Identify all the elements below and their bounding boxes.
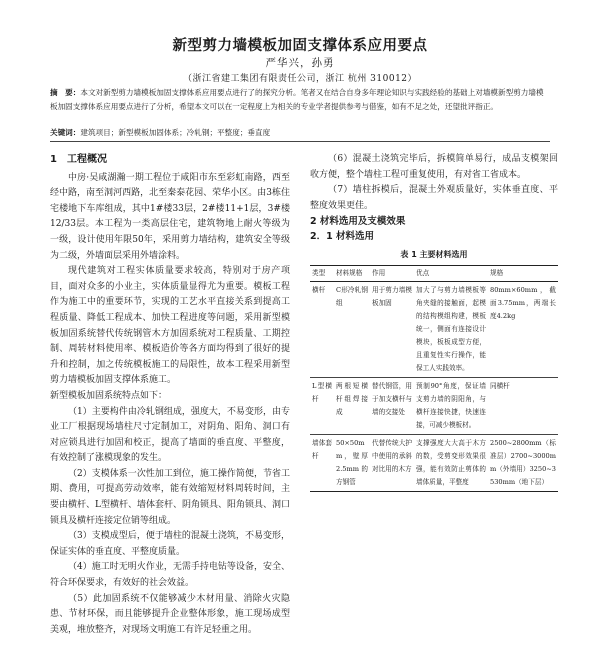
right-column (310, 152, 558, 492)
keywords (50, 127, 550, 139)
table-cell: 预制90°角度，保证墙支剪力墙的阴阳角，与横杆连接快捷，快速连接，可减少模板材。 (414, 377, 488, 434)
paragraph: （6）混凝土浇筑完毕后，拆模简单易行，成品支模架回收方便，整个墙柱工程可重复使用，有对省工省成本。 (310, 154, 558, 180)
materials-table (310, 265, 558, 492)
table-cell: C形冷轧钢组 (334, 281, 370, 377)
paragraph: 中房·吴咸湖瀚一期工程位于咸阳市东至彩虹南路，西至经中路，南至洞河西路，北至秦泰花园、荣华小区。由3栋住宅楼地下车库组成，其中1#楼33层，2#楼11+1层，3#楼12/33层。本工程为一类高层住宅，建筑物地上耐火等级为一级，设计使用年限50年，采用剪力墙结构，建筑安全等级为二级，外墙面层采用外墙涂料。 (50, 172, 290, 261)
table-caption: 表 1 主要材料选用 (400, 250, 468, 260)
table-cell: 加大了与剪力墙模板等角夹缝的接触面，起模的结构模组构建，模板统一，侧面有连接设计模块，板板成型方便，且重复性实行操作，能保工人实践效率。 (414, 281, 488, 377)
abstract-label: 摘 要： (50, 88, 81, 97)
table-cell: 2500~2800mm（标准层）2700~3000mm（外墙用）3250~3530mm（地下层） (488, 434, 558, 491)
table-cell: 替代钢管，用于加支横杆与墙的交接处 (370, 377, 414, 434)
table-header-cell: 作用 (370, 265, 414, 281)
feature-item: （1）主要构件由冷轧钢组成，强度大，不易变形，由专业工厂根据现场墙柱尺寸定制加工，对阴角、阳角、洞口有对应锁具进行加固和校正，提高了墙面的垂直度、平整度，有效控制了涨模现象的发生。 (50, 406, 290, 464)
paper-title: 新型剪力墙模板加固支撑体系应用要点 (172, 38, 428, 54)
affiliation: （浙江省建工集团有限责任公司，浙江 杭州 310012） (182, 74, 418, 84)
feature-item: （4）施工时无明火作业，无需手持电钻等设备，安全、符合环保要求，有效好的社会效益。 (50, 562, 290, 589)
authors: 严华兴，孙勇 (265, 57, 335, 69)
feature-item: （5）此加固系统不仅能够减少木材用量、消除火灾隐患、节材环保，而且能够提升企业整体形象，施工现场成型美观，堆放整齐，对现场文明施工有许足轻重之用。 (50, 593, 290, 635)
paragraph: （7）墙柱拆模后，混凝土外观质量好，实体垂直度、平整度效果更佳。 (310, 185, 558, 211)
table-row (310, 281, 558, 377)
abstract-text: 本文对新型剪力墙模板加固支撑体系应用要点进行了的探究分析。笔者又在结合自身多年理论知识与实践经验的基础上对墙模新型剪力墙模板加固支撑体系应用要点进行了分析，希望本文可以在一定程度上为相关的专业学者提供参考与借鉴，如有不足之处，还望批评指正。 (50, 88, 544, 111)
feature-item: （3）支模成型后，便于墙柱的混凝土浇筑，不易变形，保证实体的垂直度、平整度质量。 (50, 531, 290, 557)
table-header-cell: 类型 (310, 265, 334, 281)
left-column (50, 152, 290, 638)
table-cell: L型横杆 (310, 377, 334, 434)
table-row (310, 377, 558, 434)
table-header-row (310, 265, 558, 281)
table-cell: 同横杆 (488, 377, 558, 434)
table-row (310, 434, 558, 491)
table-cell: 80mm×60mm，截面3.75mm，两端长度4.2kg (488, 281, 558, 377)
table-cell: 代替传统大护中使用的承斜对比用的木方 (370, 434, 414, 491)
feature-item: （2）支模体系一次性加工到位，施工操作简便，节省工期、费用，可提高劳动效率，能有效缩短材料周转时间，主要由横杆、L型横杆、墙体套杆、阴角锁具、阳角锁具、洞口锁具及横杆连接定位销等组成。 (50, 468, 290, 526)
paragraph: 现代建筑对工程实体质量要求较高，特别对于房产项目，面对众多的小业主，实体质量显得尤为重要。模板工程作为施工中的重要环节，实现的工艺水平直接关系到提高工程质量、降低工程成本、加快工程进度等问题，采用新型模板加固系统替代传统钢管木方加固系统对工程质量、工期控制、周转材料使用率、模板造价等各方面均得到了很好的提升和控制，加之传统模板施工的局限性，故本工程采用新型剪力墙模板加固支撑体系施工。 (50, 266, 290, 386)
section-2-1-heading: 2．1 材料选用 (310, 231, 375, 243)
table-cell: 横杆 (310, 281, 334, 377)
table-header-cell: 规格 (488, 265, 558, 281)
table-header-cell: 优点 (414, 265, 488, 281)
table-cell: 两根短横杆组焊接成 (334, 377, 370, 434)
table-cell: 用于剪力墙模板加固 (370, 281, 414, 377)
table-cell: 支撑强度大大高于木方的数，受剪变形效果很强，能有效防止剪体的墙体质量，平整度 (414, 434, 488, 491)
keywords-text: 建筑项目；新型模板加固体系；冷轧钢；平整度；垂直度 (80, 128, 271, 137)
features-intro: 新型模板加固系统特点如下： (50, 390, 168, 401)
table-header-cell: 材料规格 (334, 265, 370, 281)
section-1-heading: 1 工程概况 (50, 154, 107, 165)
section-2-heading: 2 材料选用及支模效果 (310, 216, 406, 228)
abstract (50, 86, 550, 113)
keywords-label: 关键词： (50, 128, 81, 137)
header-divider (50, 141, 550, 142)
table-cell: 50×50mm，壁厚2.5mm的方钢管 (334, 434, 370, 491)
table-cell: 墙体套杆 (310, 434, 334, 491)
